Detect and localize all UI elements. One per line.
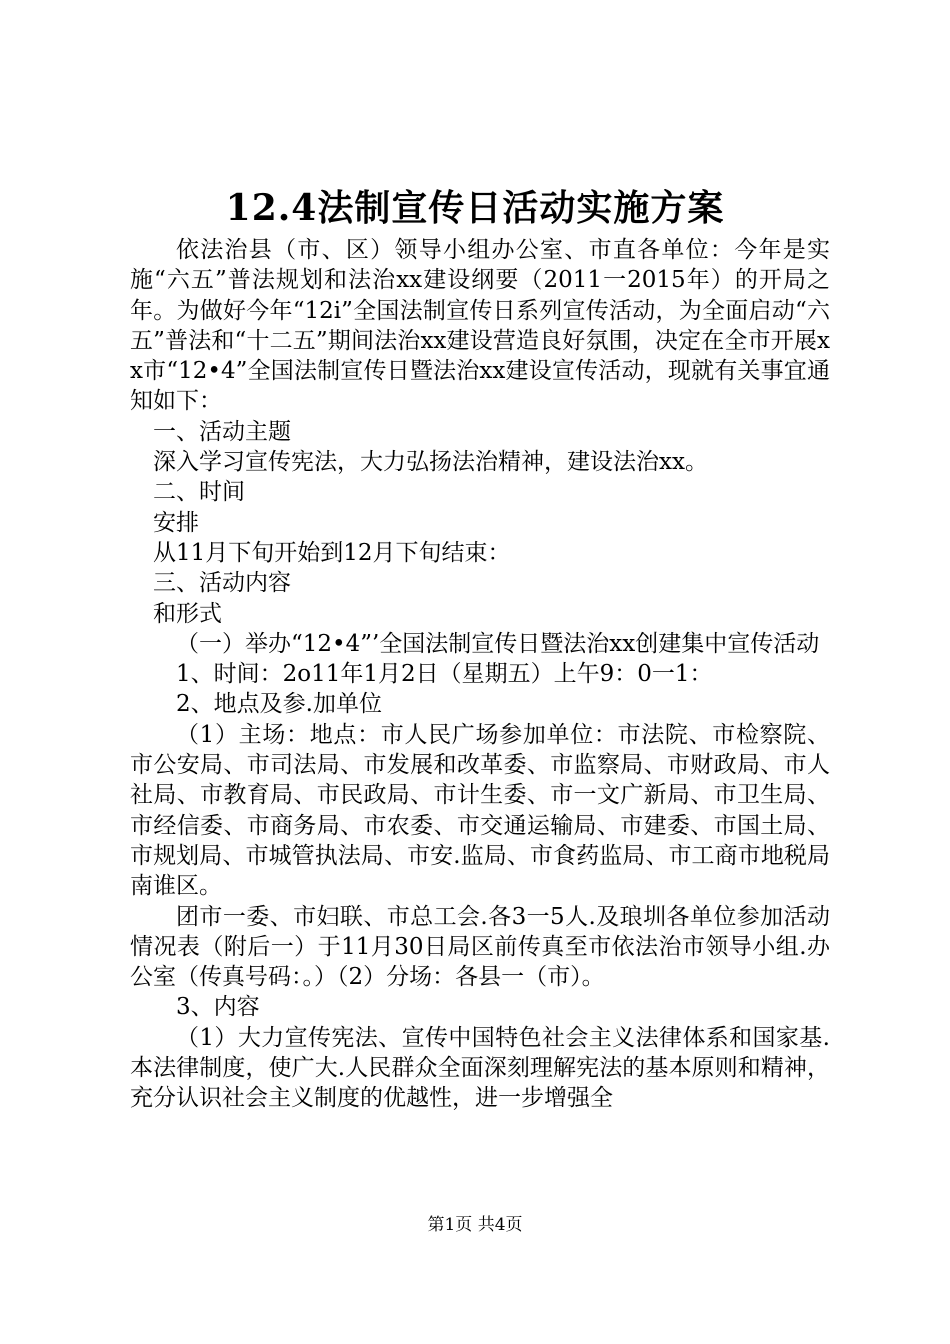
main-venue-paragraph: （1）主场：地点：市人民广场参加单位：市法院、市检察院、市公安局、市司法局、市发展和改革委、市监察局、市财政局、市人社局、市教育局、市民政局、市计生委、市一文广新局、市卫生局、市经信委、市商务局、市农委、市交通运输局、市建委、市国土局、市规划局、市城管执法局、市安.监局、市食药监局、市工商市地税局南谁区。	[130, 721, 830, 900]
participants-paragraph: 团市一委、市妇联、市总工会.各3一5人.及琅圳各单位参加活动情况表（附后一）于11月30日局区前传真至市依法治市领导小组.办公室（传真号码：。）（2）分场：各县一（市）。	[130, 903, 830, 991]
subsection-heading-1: （一）举办“12•4”’全国法制宣传日暨法治xx创建集中宣传活动	[176, 630, 820, 657]
item-time: 1、时间：2o11年1月2日（星期五）上午9：0一1：	[176, 661, 713, 688]
section-heading-time: 二、时间	[153, 479, 245, 506]
section-heading-content: 三、活动内容	[153, 570, 291, 597]
document-title: 12.4法制宣传日活动实施方案	[225, 187, 725, 229]
document-body	[130, 235, 830, 1114]
theme-paragraph: 深入学习宣传宪法，大力弘扬法治精神，建设法治xx。	[153, 449, 708, 476]
intro-paragraph: 依法治县（市、区）领导小组办公室、市直各单位：今年是实施“六五”普法规划和法治xx建设纲要（2011一2015年）的开局之年。为做好今年“12i”全国法制宣传日系列宣传活动，为全面启动“六五”普法和“十二五”期间法治xx建设营造良好氛围，决定在全市开展xx市“12•4”全国法制宣传日暨法治xx建设宣传活动，现就有关事宜通知如下：	[130, 237, 830, 415]
item-content: 3、内容	[176, 994, 260, 1021]
time-paragraph: 从11月下旬开始到12月下旬结束：	[153, 539, 511, 566]
item-location: 2、地点及参.加单位	[176, 691, 382, 718]
section-heading-content-continued: 和形式	[153, 600, 222, 627]
content-paragraph: （1）大力宣传宪法、宣传中国特色社会主义法律体系和国家基.本法律制度，使广大.人民群众全面深刻理解宪法的基本原则和精神，充分认识社会主义制度的优越性，进一步增强全	[130, 1024, 830, 1112]
page-number: 第1页 共4页	[427, 1215, 523, 1235]
section-heading-time-continued: 安排	[153, 509, 199, 536]
section-heading-theme: 一、活动主题	[153, 418, 291, 445]
